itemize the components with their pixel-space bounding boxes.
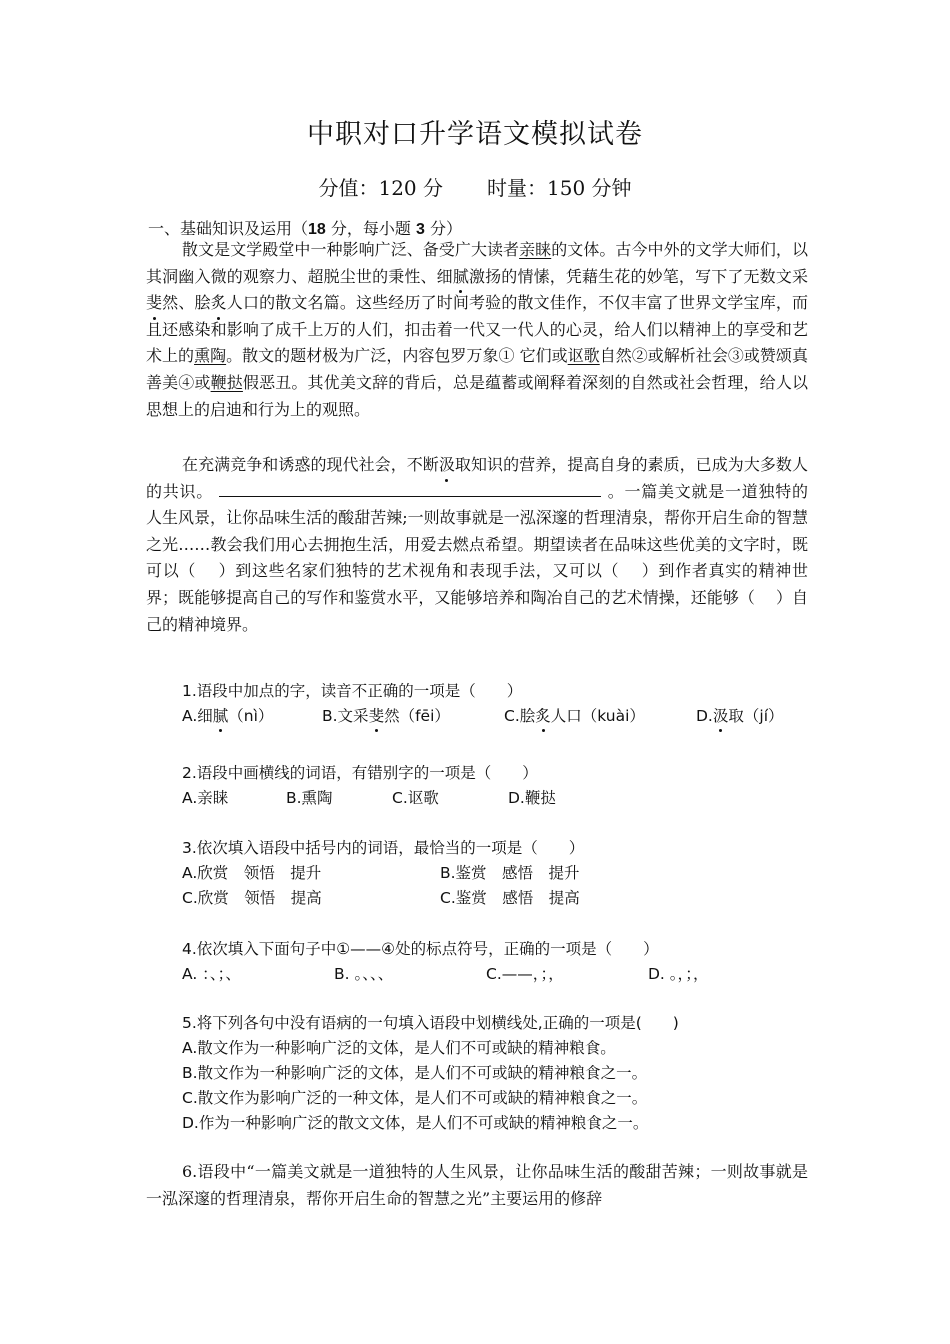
option-d: D. 。，；， (648, 965, 709, 983)
score-text: 分值：120 分 (318, 176, 443, 200)
option-d: D.汲取（jí） (696, 704, 784, 729)
time-text: 时量：150 分钟 (487, 176, 632, 200)
option-a: A.欣赏 领悟 提升 (182, 864, 322, 882)
option-c: C.散文作为影响广泛的一种文体，是人们不可或缺的精神粮食之一。 (182, 1089, 648, 1107)
option-d: D.鞭挞 (508, 789, 556, 807)
dotted-char: 炙 (211, 290, 227, 317)
question-stem: 4.依次填入下面句子中①——④处的标点符号，正确的一项是（ ） (182, 940, 659, 958)
exam-meta (0, 172, 950, 201)
dotted-char: 汲 (439, 452, 455, 479)
question-options (182, 704, 812, 729)
option-a: A.散文作为一种影响广泛的文体，是人们不可或缺的精神粮食。 (182, 1039, 616, 1057)
question-stem: 2.语段中画横线的词语，有错别字的一项是（ ） (182, 764, 538, 782)
option-a: A.细腻（nì） (182, 704, 322, 729)
option-a: A.亲睐 (182, 789, 229, 807)
option-d: C.鉴赏 感悟 提高 (440, 889, 580, 907)
underlined-word: 讴歌 (567, 346, 600, 366)
option-c: C.——，；， (486, 965, 564, 983)
option-a: A. ：、；、 (182, 965, 241, 983)
question-options (182, 962, 812, 987)
passage-paragraph-1: 散文是文学殿堂中一种影响广泛、备受广大读者亲睐的文体。古今中外的文学大师们，以其洞幽入微的观察力、超脱尘世的秉性、细腻激扬的情愫，凭藉生花的妙笔，写下了无数文采斐然、脍炙人口的散文名篇。这些经历了时间考验的散文佳作，不仅丰富了世界文学宝库，而且还感染和影响了成千上万的人们，扣击着一代又一代人的心灵，给人们以精神上的享受和艺术上的熏陶。散文的题材极为广泛，内容包罗万象① 它们或讴歌自然②或解析社会③或赞颂真善美④或鞭挞假恶丑。其优美文辞的背后，总是蕴蓄或阐释着深刻的自然或社会哲理，给人以思想上的启迪和行为上的观照。 (146, 240, 808, 419)
question-stem: 1.语段中加点的字，读音不正确的一项是（ ） (182, 682, 523, 700)
option-b: B.散文作为一种影响广泛的文体，是人们不可或缺的精神粮食之一。 (182, 1064, 648, 1082)
question-5 (182, 1011, 812, 1136)
exam-title: 中职对口升学语文模拟试卷 (307, 119, 643, 150)
option-b: B. 。、、、 (334, 965, 394, 983)
underlined-word: 鞭挞 (210, 372, 243, 392)
question-stem: 3.依次填入语段中括号内的词语，最恰当的一项是（ ） (182, 839, 585, 857)
question-options (182, 861, 812, 886)
option-b: B.鉴赏 感悟 提升 (440, 864, 580, 882)
option-c: C.欣赏 领悟 提高 (182, 889, 322, 907)
question-4 (182, 937, 812, 987)
question-3 (182, 836, 812, 911)
option-c: C.讴歌 (392, 789, 439, 807)
question-options (182, 786, 812, 811)
passage-paragraph-2: 在充满竞争和诱惑的现代社会，不断汲取知识的营养，提高自身的素质，已成为大多数人的共识。 。一篇美文就是一道独特的人生风景，让你品味生活的酸甜苦辣;一则故事就是一泓深邃的哲理清泉，帮你开启生命的智慧之光……教会我们用心去拥抱生活，用爱去燃点希望。期望读者在品味这些优美的文字时，既可以（ ）到这些名家们独特的艺术视角和表现手法，又可以（ ）到作者真实的精神世界；既能够提高自己的写作和鉴赏水平，又能够培养和陶冶自己的艺术情操，还能够（ ）自己的精神境界。 (146, 452, 808, 638)
underlined-word: 亲睐 (519, 240, 552, 259)
question-stem: 5.将下列各句中没有语病的一句填入语段中划横线处,正确的一项是( ) (182, 1014, 679, 1032)
question-6: 6.语段中“一篇美文就是一道独特的人生风景，让你品味生活的酸甜苦辣；一则故事就是一泓深邃的哲理清泉，帮你开启生命的智慧之光”主要运用的修辞 (146, 1162, 808, 1208)
dotted-char: 腻 (453, 264, 469, 291)
option-b: B.熏陶 (286, 789, 333, 807)
dotted-char: 斐 (146, 290, 162, 317)
question-2 (182, 761, 812, 811)
question-1 (182, 679, 812, 729)
option-b: B.文采斐然（fēi） (322, 704, 504, 729)
question-options (182, 886, 812, 911)
answer-blank (219, 482, 601, 497)
option-d: D.作为一种影响广泛的散文文体，是人们不可或缺的精神粮食之一。 (182, 1114, 649, 1132)
section-heading: 一、基础知识及运用（18 分，每小题 3 分） (148, 219, 462, 238)
underlined-word: 熏陶 (194, 346, 227, 366)
option-c: C.脍炙人口（kuài） (504, 704, 696, 729)
